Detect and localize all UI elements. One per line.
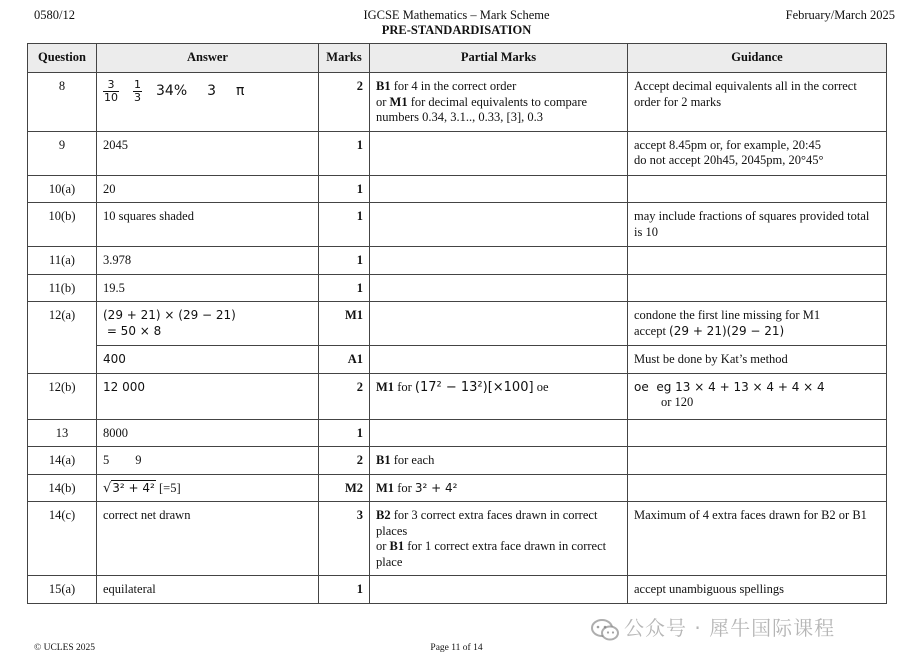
col-guidance: Guidance xyxy=(628,44,887,73)
marks-cell: M1 xyxy=(319,302,370,346)
guidance-text: condone the first line missing for M1 xyxy=(634,308,821,322)
question-number: 12(b) xyxy=(28,373,97,419)
question-number: 13 xyxy=(28,419,97,447)
question-number: 9 xyxy=(28,131,97,175)
partial-text: for decimal equivalents to compare numbers 0.34, 3.1.., 0.33, [3], 0.3 xyxy=(376,94,588,124)
partial-marks-cell xyxy=(370,346,628,374)
answer-cell: correct net drawn xyxy=(97,502,319,576)
question-number: 15(a) xyxy=(28,576,97,604)
answer-value: 34% xyxy=(156,82,188,99)
mark-code: M1 xyxy=(389,94,408,109)
table-row xyxy=(28,274,887,302)
guidance-cell xyxy=(628,419,887,447)
partial-marks-cell xyxy=(370,131,628,175)
mark-code: B1 xyxy=(389,539,405,553)
table-row xyxy=(28,419,887,447)
watermark-text: 公众号 · 犀牛国际课程 xyxy=(624,616,836,640)
question-number: 10(b) xyxy=(28,203,97,247)
question-number: 14(a) xyxy=(28,447,97,475)
answer-value: π xyxy=(236,82,245,99)
root-symbol: √ xyxy=(103,480,112,496)
partial-marks-cell xyxy=(370,73,628,132)
partial-marks-cell xyxy=(370,447,628,475)
fraction xyxy=(103,79,119,104)
mark-code: B2 xyxy=(376,508,391,522)
partial-text: for xyxy=(394,480,415,495)
answer-cell: equilateral xyxy=(97,576,319,604)
doc-subtitle: PRE-STANDARDISATION xyxy=(381,23,532,37)
question-number: 14(c) xyxy=(28,502,97,576)
marks-cell: 2 xyxy=(319,447,370,475)
marks-cell: M2 xyxy=(319,474,370,502)
guidance-cell: Must be done by Kat’s method xyxy=(628,346,887,374)
radicand: 3² + 4² xyxy=(112,480,155,495)
marks-cell: 1 xyxy=(319,131,370,175)
partial-marks-cell xyxy=(370,203,628,247)
partial-marks-cell xyxy=(370,474,628,502)
answer-math: 12 000 xyxy=(103,379,145,394)
partial-marks-cell xyxy=(370,175,628,203)
table-row xyxy=(28,131,887,175)
question-number: 10(a) xyxy=(28,175,97,203)
partial-marks-cell xyxy=(370,302,628,346)
answer-cell: 8000 xyxy=(97,419,319,447)
table-row xyxy=(28,302,887,346)
guidance-text: accept xyxy=(634,323,670,338)
partial-marks-cell xyxy=(370,576,628,604)
table-row xyxy=(28,73,887,132)
answer-math: 400 xyxy=(103,352,126,366)
marks-cell: 1 xyxy=(319,274,370,302)
marks-cell: 2 xyxy=(319,373,370,419)
answer-cell: 3.978 xyxy=(97,247,319,275)
guidance-cell: accept unambiguous spellings xyxy=(628,576,887,604)
guidance-math: (29 + 21)(29 − 21) xyxy=(669,323,785,338)
guidance-cell: Accept decimal equivalents all in the correct order for 2 marks xyxy=(628,73,887,132)
guidance-text: do not accept 20h45, 2045pm, 20°45° xyxy=(634,153,824,167)
table-row xyxy=(28,346,887,374)
partial-marks-cell xyxy=(370,373,628,419)
partial-text: or xyxy=(376,539,390,553)
mark-code: M1 xyxy=(376,379,395,394)
col-question: Question xyxy=(28,44,97,73)
footer-page-number: Page 11 of 14 xyxy=(430,643,483,653)
marks-cell: 1 xyxy=(319,247,370,275)
answer-cell xyxy=(97,346,319,374)
guidance-cell xyxy=(628,447,887,475)
partial-text: for 4 in the correct order xyxy=(390,79,517,93)
answer-value: 9 xyxy=(135,453,142,467)
answer-cell: 10 squares shaded xyxy=(97,203,319,247)
mark-code: B1 xyxy=(376,453,391,467)
partial-marks-cell xyxy=(370,502,628,576)
answer-value: 5 xyxy=(103,453,110,467)
marks-cell: 3 xyxy=(319,502,370,576)
marks-cell: 1 xyxy=(319,576,370,604)
mark-code: M1 xyxy=(376,480,395,495)
answer-cell: 19.5 xyxy=(97,274,319,302)
question-number: 11(a) xyxy=(28,247,97,275)
mark-code: B1 xyxy=(376,79,391,93)
watermark xyxy=(590,612,835,642)
col-partial-marks: Partial Marks xyxy=(370,44,628,73)
table-row xyxy=(28,447,887,475)
answer-math: = 50 × 8 xyxy=(103,323,162,338)
guidance-cell xyxy=(628,274,887,302)
guidance-text: or 120 xyxy=(661,395,694,409)
wechat-icon xyxy=(590,618,620,642)
guidance-cell: Maximum of 4 extra faces drawn for B2 or B1 xyxy=(628,502,887,576)
marks-cell: 1 xyxy=(319,203,370,247)
answer-value: 3 xyxy=(207,82,217,99)
question-number: 14(b) xyxy=(28,474,97,502)
partial-text: for each xyxy=(390,453,435,467)
guidance-cell xyxy=(628,131,887,175)
numerator: 1 xyxy=(134,78,141,91)
partial-math: 3² + 4² xyxy=(414,480,458,495)
partial-marks-cell xyxy=(370,419,628,447)
doc-code: 0580/12 xyxy=(34,8,75,22)
marks-cell: A1 xyxy=(319,346,370,374)
col-marks: Marks xyxy=(319,44,370,73)
answer-cell xyxy=(97,447,319,475)
marks-cell: 1 xyxy=(319,175,370,203)
marks-cell: 2 xyxy=(319,73,370,132)
table-row xyxy=(28,247,887,275)
answer-text: [=5] xyxy=(155,480,181,495)
table-row xyxy=(28,373,887,419)
guidance-cell xyxy=(628,175,887,203)
answer-cell: 20 xyxy=(97,175,319,203)
question-number: 8 xyxy=(28,73,97,132)
partial-marks-cell xyxy=(370,247,628,275)
mark-scheme-table xyxy=(27,43,887,604)
guidance-cell xyxy=(628,302,887,346)
partial-text: for xyxy=(394,379,415,394)
question-number: 12(a) xyxy=(28,302,97,374)
guidance-cell xyxy=(628,373,887,419)
table-header-row xyxy=(28,44,887,73)
question-number: 11(b) xyxy=(28,274,97,302)
guidance-cell xyxy=(628,474,887,502)
fraction xyxy=(133,79,142,104)
denominator: 10 xyxy=(104,91,118,104)
marks-cell: 1 xyxy=(319,419,370,447)
table-row xyxy=(28,576,887,604)
denominator: 3 xyxy=(134,91,141,104)
answer-cell xyxy=(97,73,319,132)
partial-text: for 3 correct extra faces drawn in correct places xyxy=(376,508,598,538)
doc-title: IGCSE Mathematics – Mark Scheme xyxy=(363,8,550,22)
partial-text: for 1 correct extra face drawn in correct place xyxy=(376,539,607,569)
doc-session: February/March 2025 xyxy=(785,8,895,22)
guidance-cell: may include fractions of squares provided total is 10 xyxy=(628,203,887,247)
partial-marks-cell xyxy=(370,274,628,302)
answer-cell: 2045 xyxy=(97,131,319,175)
table-row xyxy=(28,203,887,247)
partial-text: oe xyxy=(533,379,549,394)
partial-math: (17² − 13²)[×100] xyxy=(414,379,534,395)
square-root xyxy=(103,481,156,496)
answer-math: (29 + 21) × (29 − 21) xyxy=(103,308,236,322)
numerator: 3 xyxy=(103,79,119,92)
partial-text: or xyxy=(376,94,390,109)
col-answer: Answer xyxy=(97,44,319,73)
guidance-math: oe eg 13 × 4 + 13 × 4 + 4 × 4 xyxy=(634,379,825,394)
answer-cell xyxy=(97,302,319,346)
doc-title-block xyxy=(0,8,913,38)
guidance-text: accept 8.45pm or, for example, 20:45 xyxy=(634,137,821,152)
table-row xyxy=(28,474,887,502)
table-row xyxy=(28,175,887,203)
guidance-cell xyxy=(628,247,887,275)
footer-copyright: © UCLES 2025 xyxy=(34,643,96,653)
answer-cell xyxy=(97,474,319,502)
answer-cell xyxy=(97,373,319,419)
table-row xyxy=(28,502,887,576)
